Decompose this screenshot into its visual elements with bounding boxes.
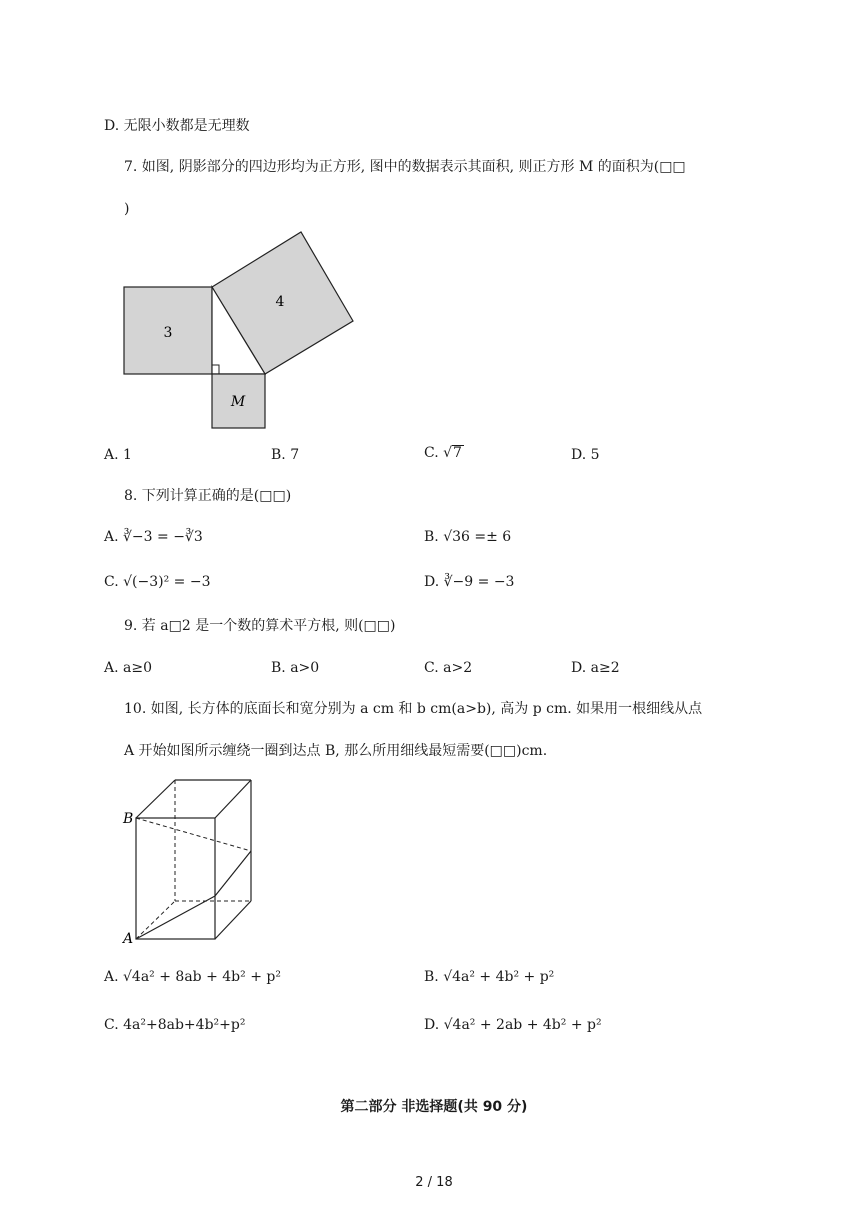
q10-option-b: B. √4a² + 4b² + p² bbox=[424, 969, 555, 985]
q9-stem: 9. 若 a□2 是一个数的算术平方根, 则(□□) bbox=[124, 618, 396, 634]
q8-option-b: B. √36 =± 6 bbox=[424, 529, 512, 545]
q7-stem-line1: 7. 如图, 阴影部分的四边形均为正方形, 图中的数据表示其面积, 则正方形 M 的面积为(□□ bbox=[124, 159, 686, 175]
q7-option-b: B. 7 bbox=[271, 447, 300, 463]
q10-stem-line1: 10. 如图, 长方体的底面长和宽分别为 a cm 和 b cm(a>b), 高为 p cm. 如果用一根细线从点 bbox=[124, 701, 703, 717]
q7-option-c: C. √7 bbox=[424, 445, 462, 461]
q10-stem-line2: A 开始如图所示缠绕一圈到达点 B, 那么所用细线最短需要(□□)cm. bbox=[124, 743, 548, 759]
q8-option-c: C. √(−3)² = −3 bbox=[104, 574, 211, 590]
q10-option-c: C. 4a²+8ab+4b²+p² bbox=[104, 1017, 246, 1033]
q8-option-d: D. ∛−9 = −3 bbox=[424, 574, 515, 590]
q9-option-d: D. a≥2 bbox=[571, 660, 620, 676]
q7-label-left: 3 bbox=[163, 325, 173, 341]
q10-point-a: A bbox=[123, 931, 134, 947]
section-title: 第二部分 非选择题(共 90 分) bbox=[340, 1099, 528, 1115]
q10-point-b: B bbox=[123, 811, 134, 827]
q7-label-bottom: M bbox=[230, 394, 246, 410]
q9-option-a: A. a≥0 bbox=[104, 660, 152, 676]
q7-figure bbox=[118, 226, 363, 434]
q10-option-d: D. √4a² + 2ab + 4b² + p² bbox=[424, 1017, 602, 1033]
q8-option-a: A. ∛−3 = −∛3 bbox=[104, 529, 203, 545]
q7-label-right: 4 bbox=[275, 294, 285, 310]
q7-option-c-prefix: C. bbox=[424, 445, 444, 461]
q7-option-c-radicand: 7 bbox=[453, 445, 462, 461]
q7-option-a: A. 1 bbox=[104, 447, 132, 463]
q10-option-a: A. √4a² + 8ab + 4b² + p² bbox=[104, 969, 281, 985]
q10-figure bbox=[118, 774, 263, 949]
q9-option-c: C. a>2 bbox=[424, 660, 473, 676]
q7-stem-line2: ) bbox=[124, 201, 130, 217]
q9-option-b: B. a>0 bbox=[271, 660, 320, 676]
q8-stem: 8. 下列计算正确的是(□□) bbox=[124, 488, 292, 504]
q6-option-d: D. 无限小数都是无理数 bbox=[104, 118, 250, 134]
q7-option-d: D. 5 bbox=[571, 447, 600, 463]
page-number: 2 / 18 bbox=[415, 1175, 453, 1190]
